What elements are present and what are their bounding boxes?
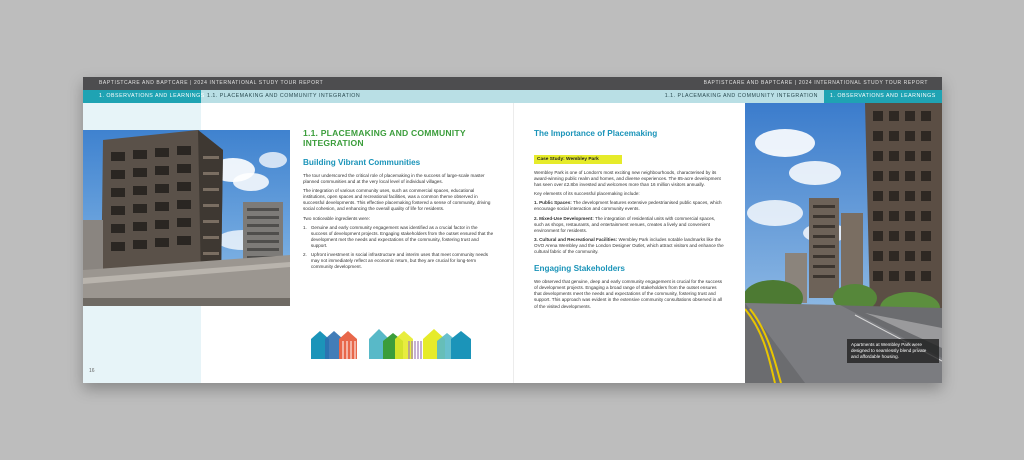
- element-label: 2. Mixed-Use Development:: [534, 215, 594, 221]
- page-gutter: [513, 103, 514, 383]
- paragraph: We observed that genuine, deep and early community engagement is crucial for the success of development projects. Engaging a broad range of stakeholders from the outset ensures that developments meet the needs and expectations of the community, fostering trust and support. This approach was evident in the extensive community consultations observed in all of the visited developments.: [534, 279, 723, 309]
- paragraph: The tour underscored the critical role of placemaking in the success of large-scale master planned communities and at the very local level of individual villages.: [303, 173, 485, 185]
- heading-importance-placemaking: The Importance of Placemaking: [534, 129, 658, 138]
- heading-engaging-stakeholders: Engaging Stakeholders: [534, 264, 625, 274]
- photo-apartment-tower: [83, 130, 290, 306]
- section-tab-left[interactable]: 1. OBSERVATIONS AND LEARNINGS: [83, 90, 201, 103]
- element-item: [534, 237, 724, 255]
- element-text: The integration of residential units with commercial spaces, such as shops, restaurants, and entertainment venues, creates a lively and convenient environment for residents.: [534, 215, 716, 233]
- element-text: The development features extensive pedestrianised public spaces, which encourage social interaction and community events.: [534, 200, 722, 212]
- houses-illustration: [311, 327, 481, 364]
- subsection-tab-left[interactable]: 1.1. PLACEMAKING AND COMMUNITY INTEGRATION: [207, 93, 361, 99]
- list-item: [303, 225, 495, 249]
- paragraph: The integration of various community uses, such as commercial spaces, educational institutions, open spaces and recreational facilities, was a common theme observed in successful developments. This effective placemaking fostered a sense of community, driving social cohesion, and enhancing the overall quality of life for residents.: [303, 188, 491, 212]
- element-text: Wembley Park includes notable landmarks like the OVO Arena Wembley and the London Designer Outlet, which attract visitors and enhance the cultural fabric of the community.: [534, 236, 724, 255]
- paragraph: Wembley Park is one of London's most exciting new neighbourhoods, characterised by its award-winning public realm and homes, and diverse experiences. The 85-acre development has seen over £2.8bn invested and welcomes more than 16 million visitors annually.: [534, 170, 721, 188]
- element-item: [534, 216, 724, 234]
- subsection-tab-right[interactable]: 1.1. PLACEMAKING AND COMMUNITY INTEGRATION: [664, 93, 818, 99]
- header-title-right: BAPTISTCARE AND BAPTCARE | 2024 INTERNATIONAL STUDY TOUR REPORT: [703, 80, 928, 86]
- right-page-content: [534, 129, 724, 313]
- subheading-building-communities: Building Vibrant Communities: [303, 158, 421, 167]
- paragraph: Key elements of its successful placemaking include:: [534, 191, 640, 197]
- left-page-content: [303, 129, 495, 273]
- report-header-bar: [83, 77, 942, 90]
- header-title-left: BAPTISTCARE AND BAPTCARE | 2024 INTERNATIONAL STUDY TOUR REPORT: [99, 80, 324, 86]
- list-number: 1.: [303, 224, 307, 230]
- element-label: 3. Cultural and Recreational Facilities:: [534, 236, 618, 242]
- element-item: [534, 200, 724, 212]
- report-spread: [83, 77, 942, 383]
- list-text: Genuine and early community engagement was identified as a crucial factor in the success of development projects. Engaging stakeholders from the outset ensured that the development met the needs and expectations of the community, fostering trust and support.: [310, 224, 494, 248]
- case-study-tag: Case Study: Wembley Park: [534, 155, 622, 164]
- page-title: 1.1. PLACEMAKING AND COMMUNITY INTEGRATION: [303, 128, 466, 148]
- list-item: [303, 252, 495, 270]
- section-nav-bar: [83, 90, 942, 103]
- section-tab-right[interactable]: 1. OBSERVATIONS AND LEARNINGS: [824, 90, 942, 103]
- list-text: Upfront investment in social infrastructure and interim uses that meet community needs may not immediately reflect an economic return, but they are crucial for long-term community development.: [310, 252, 489, 270]
- page-number: 16: [89, 368, 95, 374]
- photo-caption: Apartments at Wembley Park were designed to seamlessly blend private and affordable housing.: [847, 339, 939, 363]
- paragraph: Two noticeable ingredients were:: [303, 215, 370, 221]
- element-label: 1. Public Spaces:: [534, 200, 572, 206]
- list-number: 2.: [303, 252, 307, 258]
